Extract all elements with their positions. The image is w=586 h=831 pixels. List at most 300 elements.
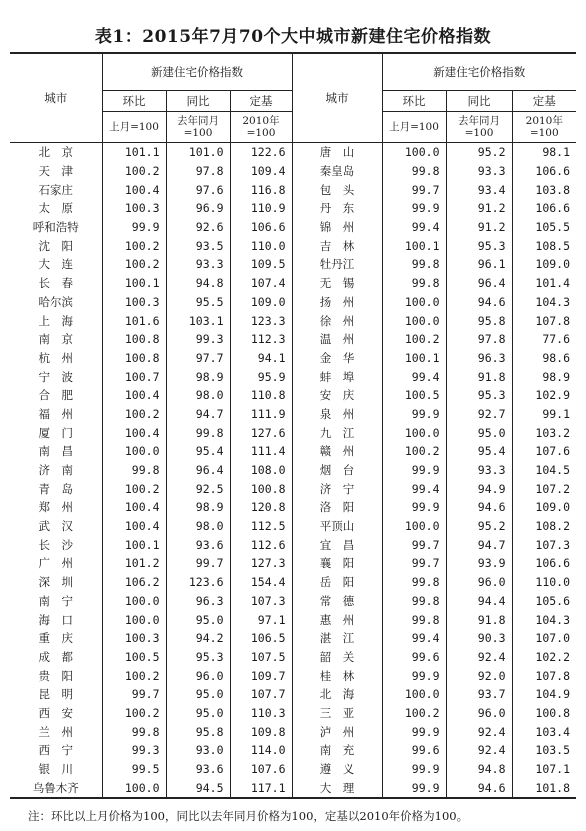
dj-cell: 102.2 xyxy=(512,648,576,667)
table-row xyxy=(10,573,576,592)
city-cell: 成 都 xyxy=(38,649,73,664)
col-header-tb-left: 同比 xyxy=(166,91,230,112)
hb-cell: 101.6 xyxy=(102,311,166,330)
tb-cell: 91.2 xyxy=(446,199,512,218)
city-cell: 泉 州 xyxy=(292,405,382,424)
hb-cell: 100.1 xyxy=(102,535,166,554)
hb-cell: 99.8 xyxy=(102,722,166,741)
city-cell: 金 华 xyxy=(292,349,382,368)
table-row xyxy=(10,722,576,741)
hb-cell: 100.0 xyxy=(102,778,166,798)
tb-cell: 94.9 xyxy=(446,479,512,498)
tb-cell: 93.6 xyxy=(166,760,230,779)
unit-dj-left: 2010年 =100 xyxy=(230,112,292,143)
hb-cell: 100.1 xyxy=(382,236,446,255)
table-row xyxy=(10,535,576,554)
hb-cell: 100.4 xyxy=(102,180,166,199)
hb-cell: 99.7 xyxy=(382,180,446,199)
city-cell: 三 亚 xyxy=(292,704,382,723)
dj-cell: 120.8 xyxy=(230,498,292,517)
dj-cell: 98.1 xyxy=(512,143,576,162)
unit-tb-left: 去年同月 =100 xyxy=(166,112,230,143)
tb-cell: 96.3 xyxy=(166,592,230,611)
dj-cell: 98.9 xyxy=(512,367,576,386)
dj-cell: 108.2 xyxy=(512,517,576,536)
hb-cell: 99.8 xyxy=(102,461,166,480)
city-cell: 西 宁 xyxy=(38,743,73,758)
city-cell: 贵 阳 xyxy=(38,668,73,683)
tb-cell: 94.6 xyxy=(446,293,512,312)
tb-cell: 94.8 xyxy=(446,760,512,779)
city-cell: 济 南 xyxy=(38,463,73,478)
tb-cell: 90.3 xyxy=(446,629,512,648)
hb-cell: 99.8 xyxy=(382,573,446,592)
table-title: 表1：2015年7月70个大中城市新建住宅价格指数 xyxy=(94,27,492,47)
tb-cell: 95.8 xyxy=(166,722,230,741)
city-cell: 蚌 埠 xyxy=(292,367,382,386)
hb-cell: 99.7 xyxy=(382,554,446,573)
tb-cell: 96.0 xyxy=(166,666,230,685)
city-cell: 大 连 xyxy=(38,257,73,272)
dj-cell: 107.6 xyxy=(512,442,576,461)
city-cell: 厦 门 xyxy=(38,425,73,440)
dj-cell: 106.6 xyxy=(512,162,576,181)
hb-cell: 100.8 xyxy=(102,349,166,368)
dj-cell: 97.1 xyxy=(230,610,292,629)
tb-cell: 95.0 xyxy=(446,423,512,442)
dj-cell: 112.3 xyxy=(230,330,292,349)
city-cell: 惠 州 xyxy=(292,610,382,629)
tb-cell: 123.6 xyxy=(166,573,230,592)
footnote: 注：环比以上月价格为100，同比以去年同月价格为100，定基以2010年价格为100。 xyxy=(28,809,469,823)
dj-cell: 104.5 xyxy=(512,461,576,480)
city-header-left: 城市 xyxy=(10,53,102,143)
tb-cell: 94.6 xyxy=(446,498,512,517)
tb-cell: 103.1 xyxy=(166,311,230,330)
table-row xyxy=(10,199,576,218)
city-cell: 沈 阳 xyxy=(38,238,73,253)
table-row xyxy=(10,218,576,237)
dj-cell: 107.7 xyxy=(230,685,292,704)
city-cell: 济 宁 xyxy=(292,479,382,498)
tb-cell: 93.5 xyxy=(166,236,230,255)
hb-cell: 100.8 xyxy=(102,330,166,349)
col-header-hb-right: 环比 xyxy=(382,91,446,112)
dj-cell: 127.6 xyxy=(230,423,292,442)
dj-cell: 100.8 xyxy=(512,704,576,723)
dj-cell: 117.1 xyxy=(230,778,292,798)
hb-cell: 99.8 xyxy=(382,592,446,611)
dj-cell: 95.9 xyxy=(230,367,292,386)
city-cell: 合 肥 xyxy=(38,388,73,403)
city-cell: 青 岛 xyxy=(38,481,73,496)
tb-cell: 96.4 xyxy=(446,274,512,293)
dj-cell: 116.8 xyxy=(230,180,292,199)
group-header-right: 新建住宅价格指数 xyxy=(382,53,576,91)
hb-cell: 101.2 xyxy=(102,554,166,573)
hb-cell: 99.9 xyxy=(382,405,446,424)
tb-cell: 99.8 xyxy=(166,423,230,442)
hb-cell: 100.2 xyxy=(102,236,166,255)
dj-cell: 109.7 xyxy=(230,666,292,685)
dj-cell: 104.3 xyxy=(512,610,576,629)
unit-hb-right: 上月=100 xyxy=(382,112,446,143)
city-cell: 银 川 xyxy=(38,762,73,777)
tb-cell: 95.2 xyxy=(446,143,512,162)
unit-hb-left: 上月=100 xyxy=(102,112,166,143)
dj-cell: 109.4 xyxy=(230,162,292,181)
dj-cell: 110.8 xyxy=(230,386,292,405)
table-row xyxy=(10,423,576,442)
city-cell: 岳 阳 xyxy=(292,573,382,592)
table-row xyxy=(10,592,576,611)
table-row xyxy=(10,143,576,162)
city-cell: 哈尔滨 xyxy=(38,294,73,309)
table-row xyxy=(10,311,576,330)
city-cell: 秦皇岛 xyxy=(292,162,382,181)
city-cell: 烟 台 xyxy=(292,461,382,480)
city-cell: 常 德 xyxy=(292,592,382,611)
dj-cell: 154.4 xyxy=(230,573,292,592)
city-cell: 乌鲁木齐 xyxy=(10,778,102,798)
hb-cell: 99.4 xyxy=(382,367,446,386)
city-cell: 上 海 xyxy=(38,313,73,328)
hb-cell: 100.2 xyxy=(382,442,446,461)
city-cell: 宜 昌 xyxy=(292,535,382,554)
city-cell: 襄 阳 xyxy=(292,554,382,573)
dj-cell: 107.8 xyxy=(512,666,576,685)
price-index-table xyxy=(10,52,576,799)
dj-cell: 105.5 xyxy=(512,218,576,237)
city-cell: 天 津 xyxy=(38,164,73,179)
hb-cell: 99.9 xyxy=(382,760,446,779)
hb-cell: 101.1 xyxy=(102,143,166,162)
dj-cell: 100.8 xyxy=(230,479,292,498)
table-row xyxy=(10,685,576,704)
tb-cell: 92.7 xyxy=(446,405,512,424)
tb-cell: 96.4 xyxy=(166,461,230,480)
dj-cell: 109.8 xyxy=(230,722,292,741)
tb-cell: 96.9 xyxy=(166,199,230,218)
hb-cell: 99.8 xyxy=(382,610,446,629)
tb-cell: 92.4 xyxy=(446,722,512,741)
city-cell: 福 州 xyxy=(38,406,73,421)
tb-cell: 92.4 xyxy=(446,648,512,667)
dj-cell: 114.0 xyxy=(230,741,292,760)
table-row xyxy=(10,666,576,685)
hb-cell: 99.7 xyxy=(102,685,166,704)
city-cell: 深 圳 xyxy=(38,575,73,590)
tb-cell: 91.2 xyxy=(446,218,512,237)
dj-cell: 103.4 xyxy=(512,722,576,741)
dj-cell: 109.0 xyxy=(230,293,292,312)
table-row xyxy=(10,461,576,480)
city-cell: 宁 波 xyxy=(38,369,73,384)
dj-cell: 109.5 xyxy=(230,255,292,274)
tb-cell: 91.8 xyxy=(446,367,512,386)
dj-cell: 106.6 xyxy=(512,554,576,573)
table-row xyxy=(10,760,576,779)
hb-cell: 100.4 xyxy=(102,423,166,442)
city-cell: 广 州 xyxy=(38,556,73,571)
tb-cell: 94.7 xyxy=(446,535,512,554)
hb-cell: 99.7 xyxy=(382,535,446,554)
hb-cell: 100.1 xyxy=(382,349,446,368)
tb-cell: 95.0 xyxy=(166,704,230,723)
hb-cell: 100.2 xyxy=(102,162,166,181)
city-cell: 韶 关 xyxy=(292,648,382,667)
tb-cell: 94.6 xyxy=(446,778,512,798)
hb-cell: 99.8 xyxy=(382,162,446,181)
dj-cell: 98.6 xyxy=(512,349,576,368)
dj-cell: 103.8 xyxy=(512,180,576,199)
unit-dj-right: 2010年 =100 xyxy=(512,112,576,143)
dj-cell: 103.2 xyxy=(512,423,576,442)
hb-cell: 99.3 xyxy=(102,741,166,760)
tb-cell: 94.7 xyxy=(166,405,230,424)
table-row xyxy=(10,386,576,405)
tb-cell: 93.4 xyxy=(446,180,512,199)
city-cell: 长 春 xyxy=(38,276,73,291)
city-cell: 温 州 xyxy=(292,330,382,349)
col-header-dj-right: 定基 xyxy=(512,91,576,112)
tb-cell: 99.3 xyxy=(166,330,230,349)
city-cell: 南 昌 xyxy=(38,444,73,459)
dj-cell: 107.3 xyxy=(230,592,292,611)
city-header-right: 城市 xyxy=(292,53,382,143)
tb-cell: 94.2 xyxy=(166,629,230,648)
hb-cell: 100.2 xyxy=(382,330,446,349)
hb-cell: 100.4 xyxy=(102,386,166,405)
city-cell: 无 锡 xyxy=(292,274,382,293)
dj-cell: 107.5 xyxy=(230,648,292,667)
table-body xyxy=(10,143,576,799)
tb-cell: 96.3 xyxy=(446,349,512,368)
hb-cell: 99.4 xyxy=(382,629,446,648)
tb-cell: 95.5 xyxy=(166,293,230,312)
dj-cell: 107.1 xyxy=(512,760,576,779)
hb-cell: 99.9 xyxy=(382,778,446,798)
city-cell: 包 头 xyxy=(292,180,382,199)
table-row xyxy=(10,162,576,181)
table-row xyxy=(10,479,576,498)
table-row xyxy=(10,274,576,293)
table-row xyxy=(10,180,576,199)
dj-cell: 110.0 xyxy=(230,236,292,255)
city-cell: 牡丹江 xyxy=(292,255,382,274)
hb-cell: 100.5 xyxy=(102,648,166,667)
hb-cell: 99.8 xyxy=(382,255,446,274)
tb-cell: 96.0 xyxy=(446,704,512,723)
hb-cell: 100.0 xyxy=(382,311,446,330)
dj-cell: 127.3 xyxy=(230,554,292,573)
dj-cell: 107.3 xyxy=(512,535,576,554)
hb-cell: 100.2 xyxy=(102,666,166,685)
city-cell: 南 宁 xyxy=(38,593,73,608)
hb-cell: 100.3 xyxy=(102,199,166,218)
tb-cell: 93.3 xyxy=(446,162,512,181)
city-cell: 湛 江 xyxy=(292,629,382,648)
tb-cell: 93.7 xyxy=(446,685,512,704)
hb-cell: 100.2 xyxy=(102,479,166,498)
tb-cell: 98.9 xyxy=(166,498,230,517)
tb-cell: 97.6 xyxy=(166,180,230,199)
city-cell: 海 口 xyxy=(38,612,73,627)
dj-cell: 105.6 xyxy=(512,592,576,611)
table-row xyxy=(10,554,576,573)
dj-cell: 102.9 xyxy=(512,386,576,405)
hb-cell: 100.4 xyxy=(102,517,166,536)
hb-cell: 100.0 xyxy=(382,293,446,312)
city-cell: 北 京 xyxy=(38,145,73,160)
city-cell: 石家庄 xyxy=(38,182,73,197)
table-row xyxy=(10,629,576,648)
hb-cell: 100.0 xyxy=(382,517,446,536)
city-cell: 遵 义 xyxy=(292,760,382,779)
city-cell: 丹 东 xyxy=(292,199,382,218)
tb-cell: 93.3 xyxy=(166,255,230,274)
tb-cell: 94.8 xyxy=(166,274,230,293)
hb-cell: 100.2 xyxy=(382,704,446,723)
city-cell: 唐 山 xyxy=(292,143,382,162)
table-row xyxy=(10,498,576,517)
city-cell: 吉 林 xyxy=(292,236,382,255)
hb-cell: 100.0 xyxy=(382,143,446,162)
dj-cell: 110.9 xyxy=(230,199,292,218)
dj-cell: 107.4 xyxy=(230,274,292,293)
table-row xyxy=(10,517,576,536)
city-cell: 九 江 xyxy=(292,423,382,442)
table-row xyxy=(10,648,576,667)
hb-cell: 99.8 xyxy=(382,274,446,293)
city-cell: 呼和浩特 xyxy=(32,220,79,235)
dj-cell: 112.6 xyxy=(230,535,292,554)
city-cell: 锦 州 xyxy=(292,218,382,237)
table-row xyxy=(10,704,576,723)
tb-cell: 98.0 xyxy=(166,386,230,405)
city-cell: 徐 州 xyxy=(292,311,382,330)
hb-cell: 99.4 xyxy=(382,479,446,498)
tb-cell: 95.0 xyxy=(166,610,230,629)
dj-cell: 94.1 xyxy=(230,349,292,368)
col-header-tb-right: 同比 xyxy=(446,91,512,112)
city-cell: 杭 州 xyxy=(38,350,73,365)
city-cell: 太 原 xyxy=(38,201,73,216)
hb-cell: 100.0 xyxy=(102,610,166,629)
dj-cell: 123.3 xyxy=(230,311,292,330)
city-cell: 洛 阳 xyxy=(292,498,382,517)
city-cell: 北 海 xyxy=(292,685,382,704)
tb-cell: 95.0 xyxy=(166,685,230,704)
table-row xyxy=(10,236,576,255)
tb-cell: 96.0 xyxy=(446,573,512,592)
tb-cell: 93.6 xyxy=(166,535,230,554)
dj-cell: 109.0 xyxy=(512,498,576,517)
dj-cell: 107.0 xyxy=(512,629,576,648)
dj-cell: 103.5 xyxy=(512,741,576,760)
tb-cell: 95.3 xyxy=(446,236,512,255)
dj-cell: 122.6 xyxy=(230,143,292,162)
tb-cell: 96.1 xyxy=(446,255,512,274)
hb-cell: 100.0 xyxy=(102,442,166,461)
city-cell: 大 理 xyxy=(292,778,382,798)
tb-cell: 95.4 xyxy=(166,442,230,461)
city-cell: 重 庆 xyxy=(38,631,73,646)
city-cell: 平顶山 xyxy=(292,517,382,536)
tb-cell: 95.8 xyxy=(446,311,512,330)
dj-cell: 104.9 xyxy=(512,685,576,704)
tb-cell: 99.7 xyxy=(166,554,230,573)
tb-cell: 101.0 xyxy=(166,143,230,162)
city-cell: 武 汉 xyxy=(38,519,73,534)
col-header-dj-left: 定基 xyxy=(230,91,292,112)
col-header-hb-left: 环比 xyxy=(102,91,166,112)
city-cell: 昆 明 xyxy=(38,687,73,702)
hb-cell: 99.9 xyxy=(102,218,166,237)
hb-cell: 100.0 xyxy=(382,685,446,704)
dj-cell: 106.5 xyxy=(230,629,292,648)
hb-cell: 100.0 xyxy=(382,423,446,442)
city-cell: 泸 州 xyxy=(292,722,382,741)
city-cell: 安 庆 xyxy=(292,386,382,405)
hb-cell: 99.4 xyxy=(382,218,446,237)
hb-cell: 100.1 xyxy=(102,274,166,293)
tb-cell: 93.9 xyxy=(446,554,512,573)
tb-cell: 98.0 xyxy=(166,517,230,536)
table-row xyxy=(10,778,576,798)
dj-cell: 112.5 xyxy=(230,517,292,536)
tb-cell: 95.3 xyxy=(446,386,512,405)
hb-cell: 100.5 xyxy=(382,386,446,405)
dj-cell: 107.8 xyxy=(512,311,576,330)
tb-cell: 92.5 xyxy=(166,479,230,498)
dj-cell: 99.1 xyxy=(512,405,576,424)
group-header-left: 新建住宅价格指数 xyxy=(102,53,292,91)
table-row xyxy=(10,255,576,274)
dj-cell: 101.8 xyxy=(512,778,576,798)
hb-cell: 100.3 xyxy=(102,293,166,312)
dj-cell: 106.6 xyxy=(512,199,576,218)
hb-cell: 99.9 xyxy=(382,498,446,517)
city-cell: 赣 州 xyxy=(292,442,382,461)
dj-cell: 111.9 xyxy=(230,405,292,424)
dj-cell: 107.2 xyxy=(512,479,576,498)
tb-cell: 94.5 xyxy=(166,778,230,798)
table-row xyxy=(10,610,576,629)
dj-cell: 110.0 xyxy=(512,573,576,592)
table-row xyxy=(10,367,576,386)
tb-cell: 97.8 xyxy=(446,330,512,349)
tb-cell: 92.0 xyxy=(446,666,512,685)
unit-tb-right: 去年同月 =100 xyxy=(446,112,512,143)
city-cell: 扬 州 xyxy=(292,293,382,312)
city-cell: 长 沙 xyxy=(38,537,73,552)
hb-cell: 99.6 xyxy=(382,648,446,667)
city-cell: 兰 州 xyxy=(38,724,73,739)
dj-cell: 104.3 xyxy=(512,293,576,312)
hb-cell: 100.7 xyxy=(102,367,166,386)
tb-cell: 92.4 xyxy=(446,741,512,760)
tb-cell: 97.7 xyxy=(166,349,230,368)
tb-cell: 95.3 xyxy=(166,648,230,667)
tb-cell: 97.8 xyxy=(166,162,230,181)
table-row xyxy=(10,741,576,760)
tb-cell: 92.6 xyxy=(166,218,230,237)
hb-cell: 100.2 xyxy=(102,704,166,723)
hb-cell: 100.2 xyxy=(102,255,166,274)
city-cell: 桂 林 xyxy=(292,666,382,685)
table-row xyxy=(10,349,576,368)
